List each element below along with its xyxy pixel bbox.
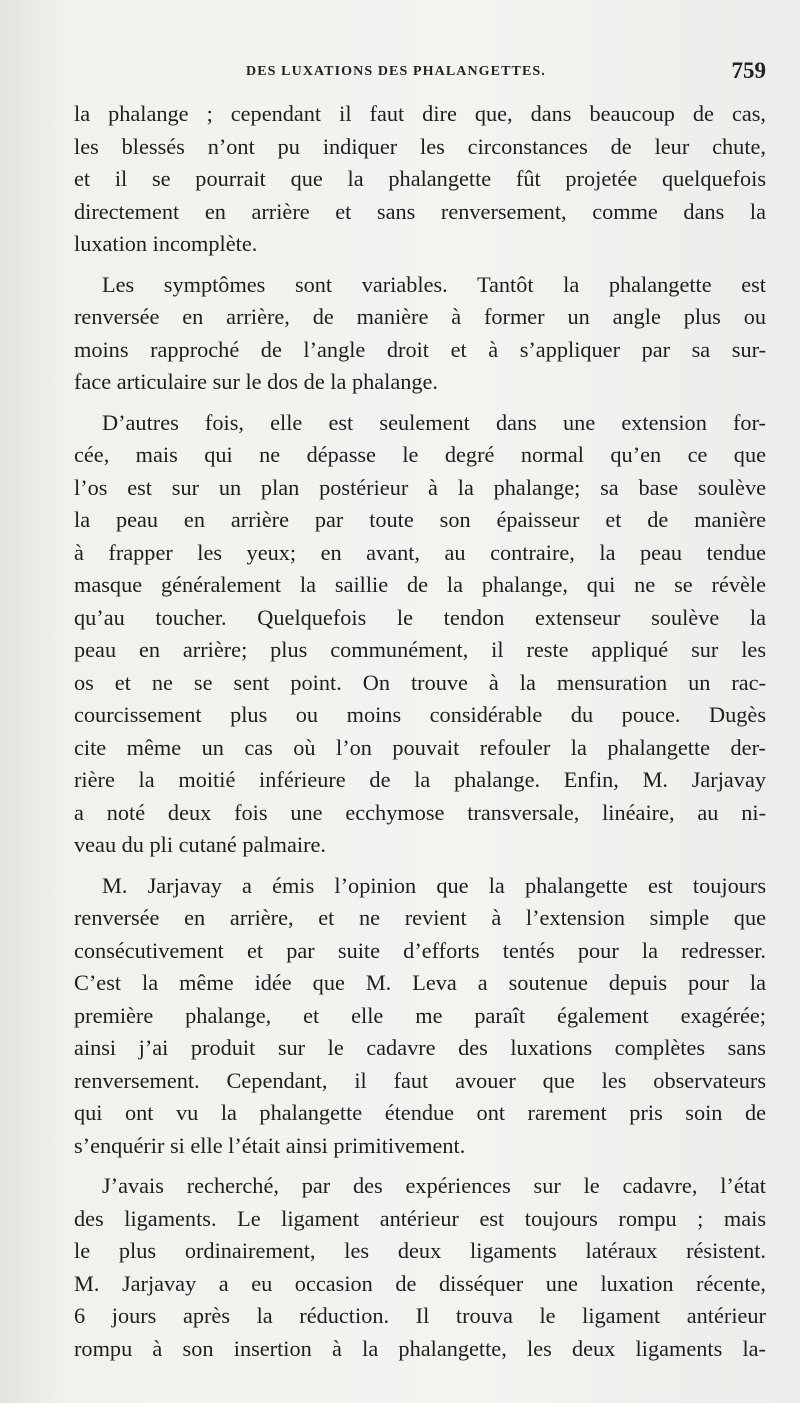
text-line: os et ne se sent point. On trouve à la mensuration un rac- [74, 669, 766, 695]
text-line: a noté deux fois une ecchymose transversale, linéaire, au ni- [74, 799, 766, 825]
paragraph-5 [74, 1170, 766, 1365]
text-line: luxation incomplète. [74, 231, 258, 256]
text-line: consécutivement et par suite d’efforts tentés pour la redresser. [74, 937, 766, 963]
paragraph-3 [74, 407, 766, 862]
text-line: qu’au toucher. Quelquefois le tendon extenseur soulève la [74, 604, 766, 630]
text-line: l’os est sur un plan postérieur à la phalange; sa base soulève [74, 474, 766, 500]
text-line: peau en arrière; plus communément, il reste appliqué sur les [74, 637, 766, 662]
text-line: la peau en arrière par toute son épaisseur et de manière [74, 507, 766, 532]
text-line: C’est la même idée que M. Leva a soutenue depuis pour la [74, 970, 766, 995]
text-line: J’avais recherché, par des expériences sur le cadavre, l’état [102, 1173, 766, 1198]
page-number: 759 [731, 58, 766, 83]
text-line: qui ont vu la phalangette étendue ont rarement pris soin de [74, 1100, 766, 1125]
text-line: directement en arrière et sans renversement, comme dans la [74, 198, 766, 224]
text-line: renversement. Cependant, il faut avouer que les observateurs [74, 1067, 766, 1093]
text-line: rière la moitié inférieure de la phalange. Enfin, M. Jarjavay [74, 767, 766, 792]
text-line: M. Jarjavay a eu occasion de disséquer une luxation récente, [74, 1270, 766, 1296]
text-line: Les symptômes sont variables. Tantôt la phalangette est [102, 271, 766, 297]
text-line: M. Jarjavay a émis l’opinion que la phalangette est toujours [102, 872, 766, 898]
paragraph-1 [74, 98, 766, 261]
text-line: D’autres fois, elle est seulement dans une extension for- [102, 409, 766, 435]
paragraph-2 [74, 269, 766, 399]
page-body [74, 98, 766, 1365]
text-line: masque généralement la saillie de la phalange, qui ne se révèle [74, 572, 766, 597]
text-line: s’enquérir si elle l’était ainsi primitivement. [74, 1132, 466, 1158]
running-title: DES LUXATIONS DES PHALANGETTES. [246, 64, 546, 79]
text-line: les blessés n’ont pu indiquer les circonstances de leur chute, [74, 133, 766, 159]
text-line: le plus ordinairement, les deux ligaments latéraux résistent. [74, 1238, 766, 1263]
text-line: rompu à son insertion à la phalangette, les deux ligaments la- [74, 1335, 766, 1361]
text-line: et il se pourrait que la phalangette fût projetée quelquefois [74, 166, 766, 191]
text-line: cite même un cas où l’on pouvait refouler la phalangette der- [74, 734, 766, 760]
text-line: moins rapproché de l’angle droit et à s’appliquer par sa sur- [74, 336, 766, 362]
text-line: première phalange, et elle me paraît également exagérée; [74, 1002, 766, 1028]
text-line: la phalange ; cependant il faut dire que, dans beaucoup de cas, [74, 101, 766, 126]
page-header [74, 58, 766, 88]
text-line: des ligaments. Le ligament antérieur est toujours rompu ; mais [74, 1205, 766, 1231]
text-line: face articulaire sur le dos de la phalange. [74, 369, 439, 394]
paragraph-4 [74, 870, 766, 1163]
text-line: ainsi j’ai produit sur le cadavre des luxations complètes sans [74, 1035, 766, 1060]
text-line: à frapper les yeux; en avant, au contraire, la peau tendue [74, 539, 766, 565]
text-line: cée, mais qui ne dépasse le degré normal qu’en ce que [74, 442, 766, 467]
text-line: veau du pli cutané palmaire. [74, 832, 326, 857]
text-line: 6 jours après la réduction. Il trouva le ligament antérieur [74, 1303, 766, 1328]
text-line: renversée en arrière, et ne revient à l’extension simple que [74, 905, 766, 930]
text-line: courcissement plus ou moins considérable du pouce. Dugès [74, 702, 766, 727]
text-line: renversée en arrière, de manière à former un angle plus ou [74, 304, 766, 329]
